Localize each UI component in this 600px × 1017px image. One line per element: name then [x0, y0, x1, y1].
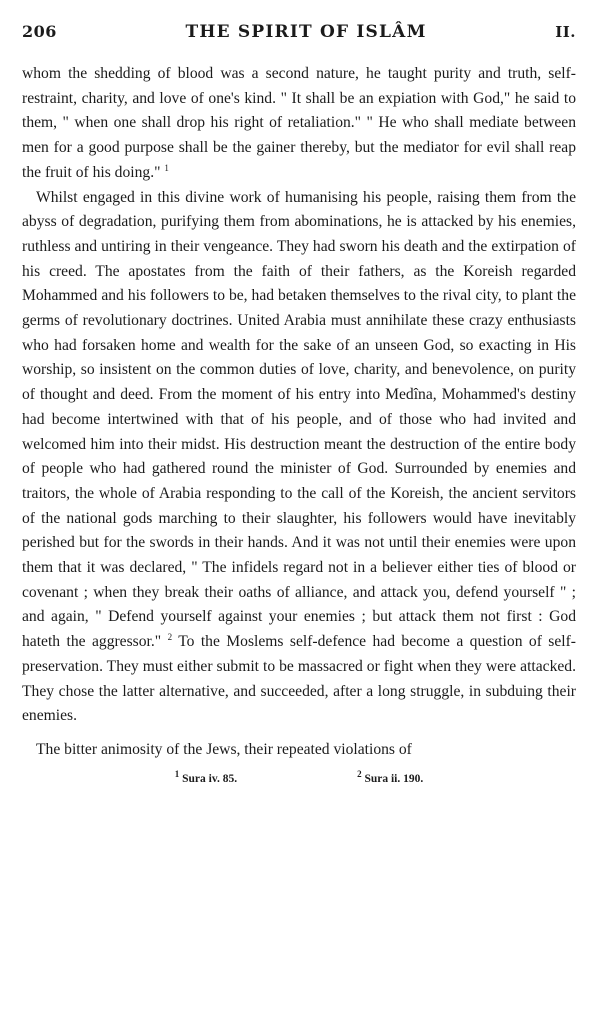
chapter-number: II.: [555, 23, 576, 41]
footnote-1-text: Sura iv. 85.: [182, 772, 238, 785]
body-text: [22, 62, 576, 763]
footnote-2-text: Sura ii. 190.: [364, 772, 424, 785]
paragraph-2-text: Whilst engaged in this divine work of humanising his people, raising them from the abyss of degradation, purifying them from abominations, he is attacked by his enemies, ruthless and untiring in their vengeance. They had sworn his death and the extirpation of his creed. The apostates from the faith of their fathers, as the Koreish regarded Mohammed and his followers to be, had betaken themselves to the rival city, to plant the germs of revolutionary doctrines. United Arabia must annihilate these crazy enthusiasts who had forsaken home and wealth for the sake of an unseen God, so exacting in His worship, so insistent on the common duties of love, charity, and benevolence, on purity of thought and deed. From the moment of his entry into Medîna, Mohammed's destiny had become intertwined with that of his people, and of those who had invited and welcomed him into their midst. His destruction meant the destruction of the entire body of people who had gathered round the minister of God. Surrounded by enemies and traitors, the whole of Arabia responding to the call of the Koreish, the ancient servitors of the national gods marching to their slaughter, his followers would have inevitably perished but for the swords in their hands. And it was not until their enemies were upon them that it was declared, " The infidels regard not in a believer either ties of blood or covenant ; when they break their oaths of alliance, and attack you, defend yourself " ; and again, " Defend yourself against your enemies ; but attack them not first : God hateth the aggressor.": [22, 188, 576, 651]
paragraph-3-text: The bitter animosity of the Jews, their repeated violations of: [36, 740, 412, 758]
paragraph-2: [22, 186, 576, 729]
footnote-2: [357, 768, 424, 785]
footnote-ref-1: 1: [164, 162, 169, 173]
footnote-1: [174, 768, 238, 785]
footnote-ref-2: 2: [167, 631, 173, 642]
running-title: THE SPIRIT OF ISLÂM: [185, 22, 427, 42]
footnotes: [22, 768, 576, 785]
footnote-2-marker: 2: [357, 768, 362, 779]
footnote-1-marker: 1: [174, 768, 180, 779]
paragraph-1: [22, 62, 576, 186]
page-number: 206: [22, 22, 57, 41]
paragraph-2-continuation: To the Moslems self-defence had become a question of self-preservation. They must either submit to be massacred or fight when they were attacked. They chose the latter alternative, and succeeded, after a long struggle, in subduing their enemies.: [22, 633, 577, 725]
running-header: [22, 22, 576, 52]
paragraph-3: [22, 738, 576, 763]
paragraph-1-text: whom the shedding of blood was a second nature, he taught purity and truth, self-restraint, charity, and love of one's kind. " It shall be an expiation with God," he said to them, " when one shall drop his right of retaliation." " He who shall mediate between men for a good purpose shall be the gainer thereby, but the mediator for evil shall reap the fruit of his doing.": [22, 65, 576, 181]
